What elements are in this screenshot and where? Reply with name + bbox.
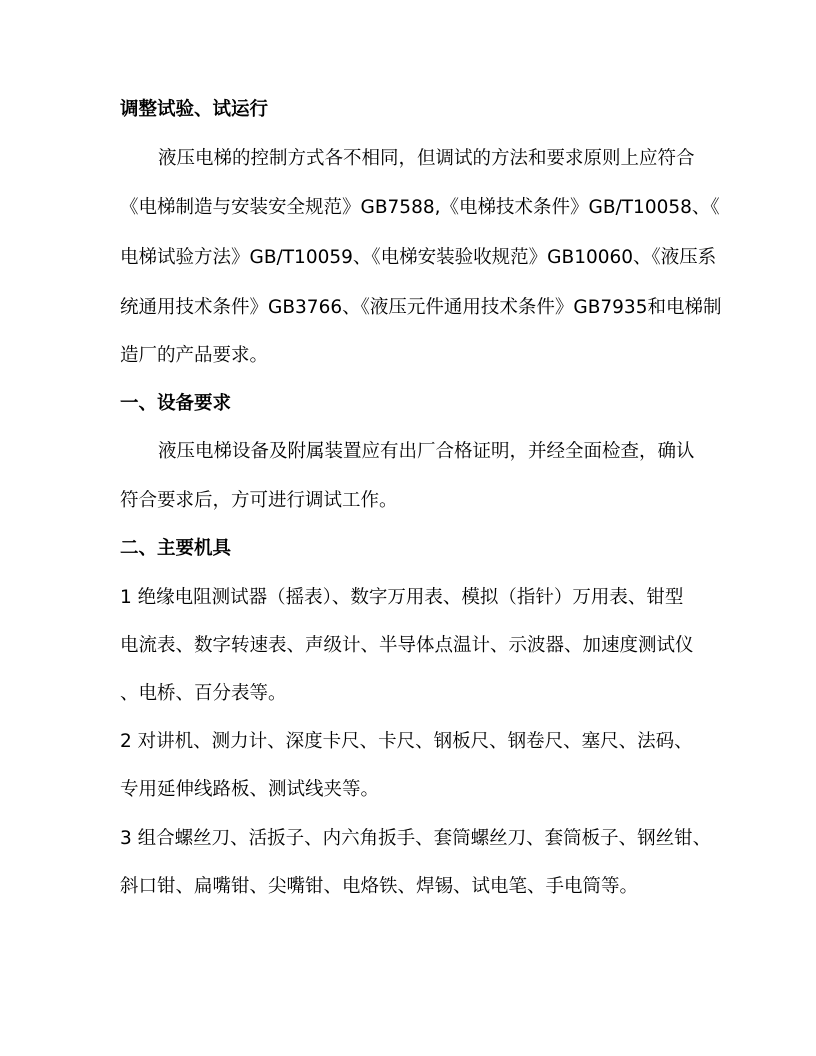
- section1-heading: 一、设备要求: [120, 393, 232, 414]
- section2-heading: 二、主要机具: [120, 538, 232, 559]
- item2-line-1: 2 对讲机、测力计、深度卡尺、卡尺、钢板尺、钢卷尺、塞尺、法码、: [120, 731, 693, 752]
- intro-line-3: 电梯试验方法》GB/T10059、《电梯安装验收规范》GB10060、《液压系: [120, 247, 717, 268]
- intro-line-5: 造厂的产品要求。: [120, 345, 269, 366]
- intro-line-1: 液压电梯的控制方式各不相同，但调试的方法和要求原则上应符合: [158, 148, 695, 169]
- item1-line-1: 1 绝缘电阻测试器（摇表）、数字万用表、模拟（指针）万用表、钳型: [120, 587, 684, 608]
- item3-line-1: 3 组合螺丝刀、活扳子、内六角扳手、套筒螺丝刀、套筒板子、钢丝钳、: [120, 828, 712, 849]
- item2-line-2: 专用延伸线路板、测试线夹等。: [120, 779, 380, 800]
- document-title: 调整试验、试运行: [120, 99, 269, 120]
- section1-line-1: 液压电梯设备及附属装置应有出厂合格证明，并经全面检查，确认: [158, 441, 695, 462]
- section1-line-2: 符合要求后，方可进行调试工作。: [120, 490, 398, 511]
- item1-line-3: 、电桥、百分表等。: [120, 683, 287, 704]
- item1-line-2: 电流表、数字转速表、声级计、半导体点温计、示波器、加速度测试仪: [120, 635, 694, 656]
- intro-line-4: 统通用技术条件》GB3766、《液压元件通用技术条件》GB7935和电梯制: [120, 297, 722, 318]
- item3-line-2: 斜口钳、扁嘴钳、尖嘴钳、电烙铁、焊锡、试电笔、手电筒等。: [120, 876, 639, 897]
- intro-line-2: 《电梯制造与安装安全规范》GB7588,《电梯技术条件》GB/T10058、《: [120, 197, 720, 218]
